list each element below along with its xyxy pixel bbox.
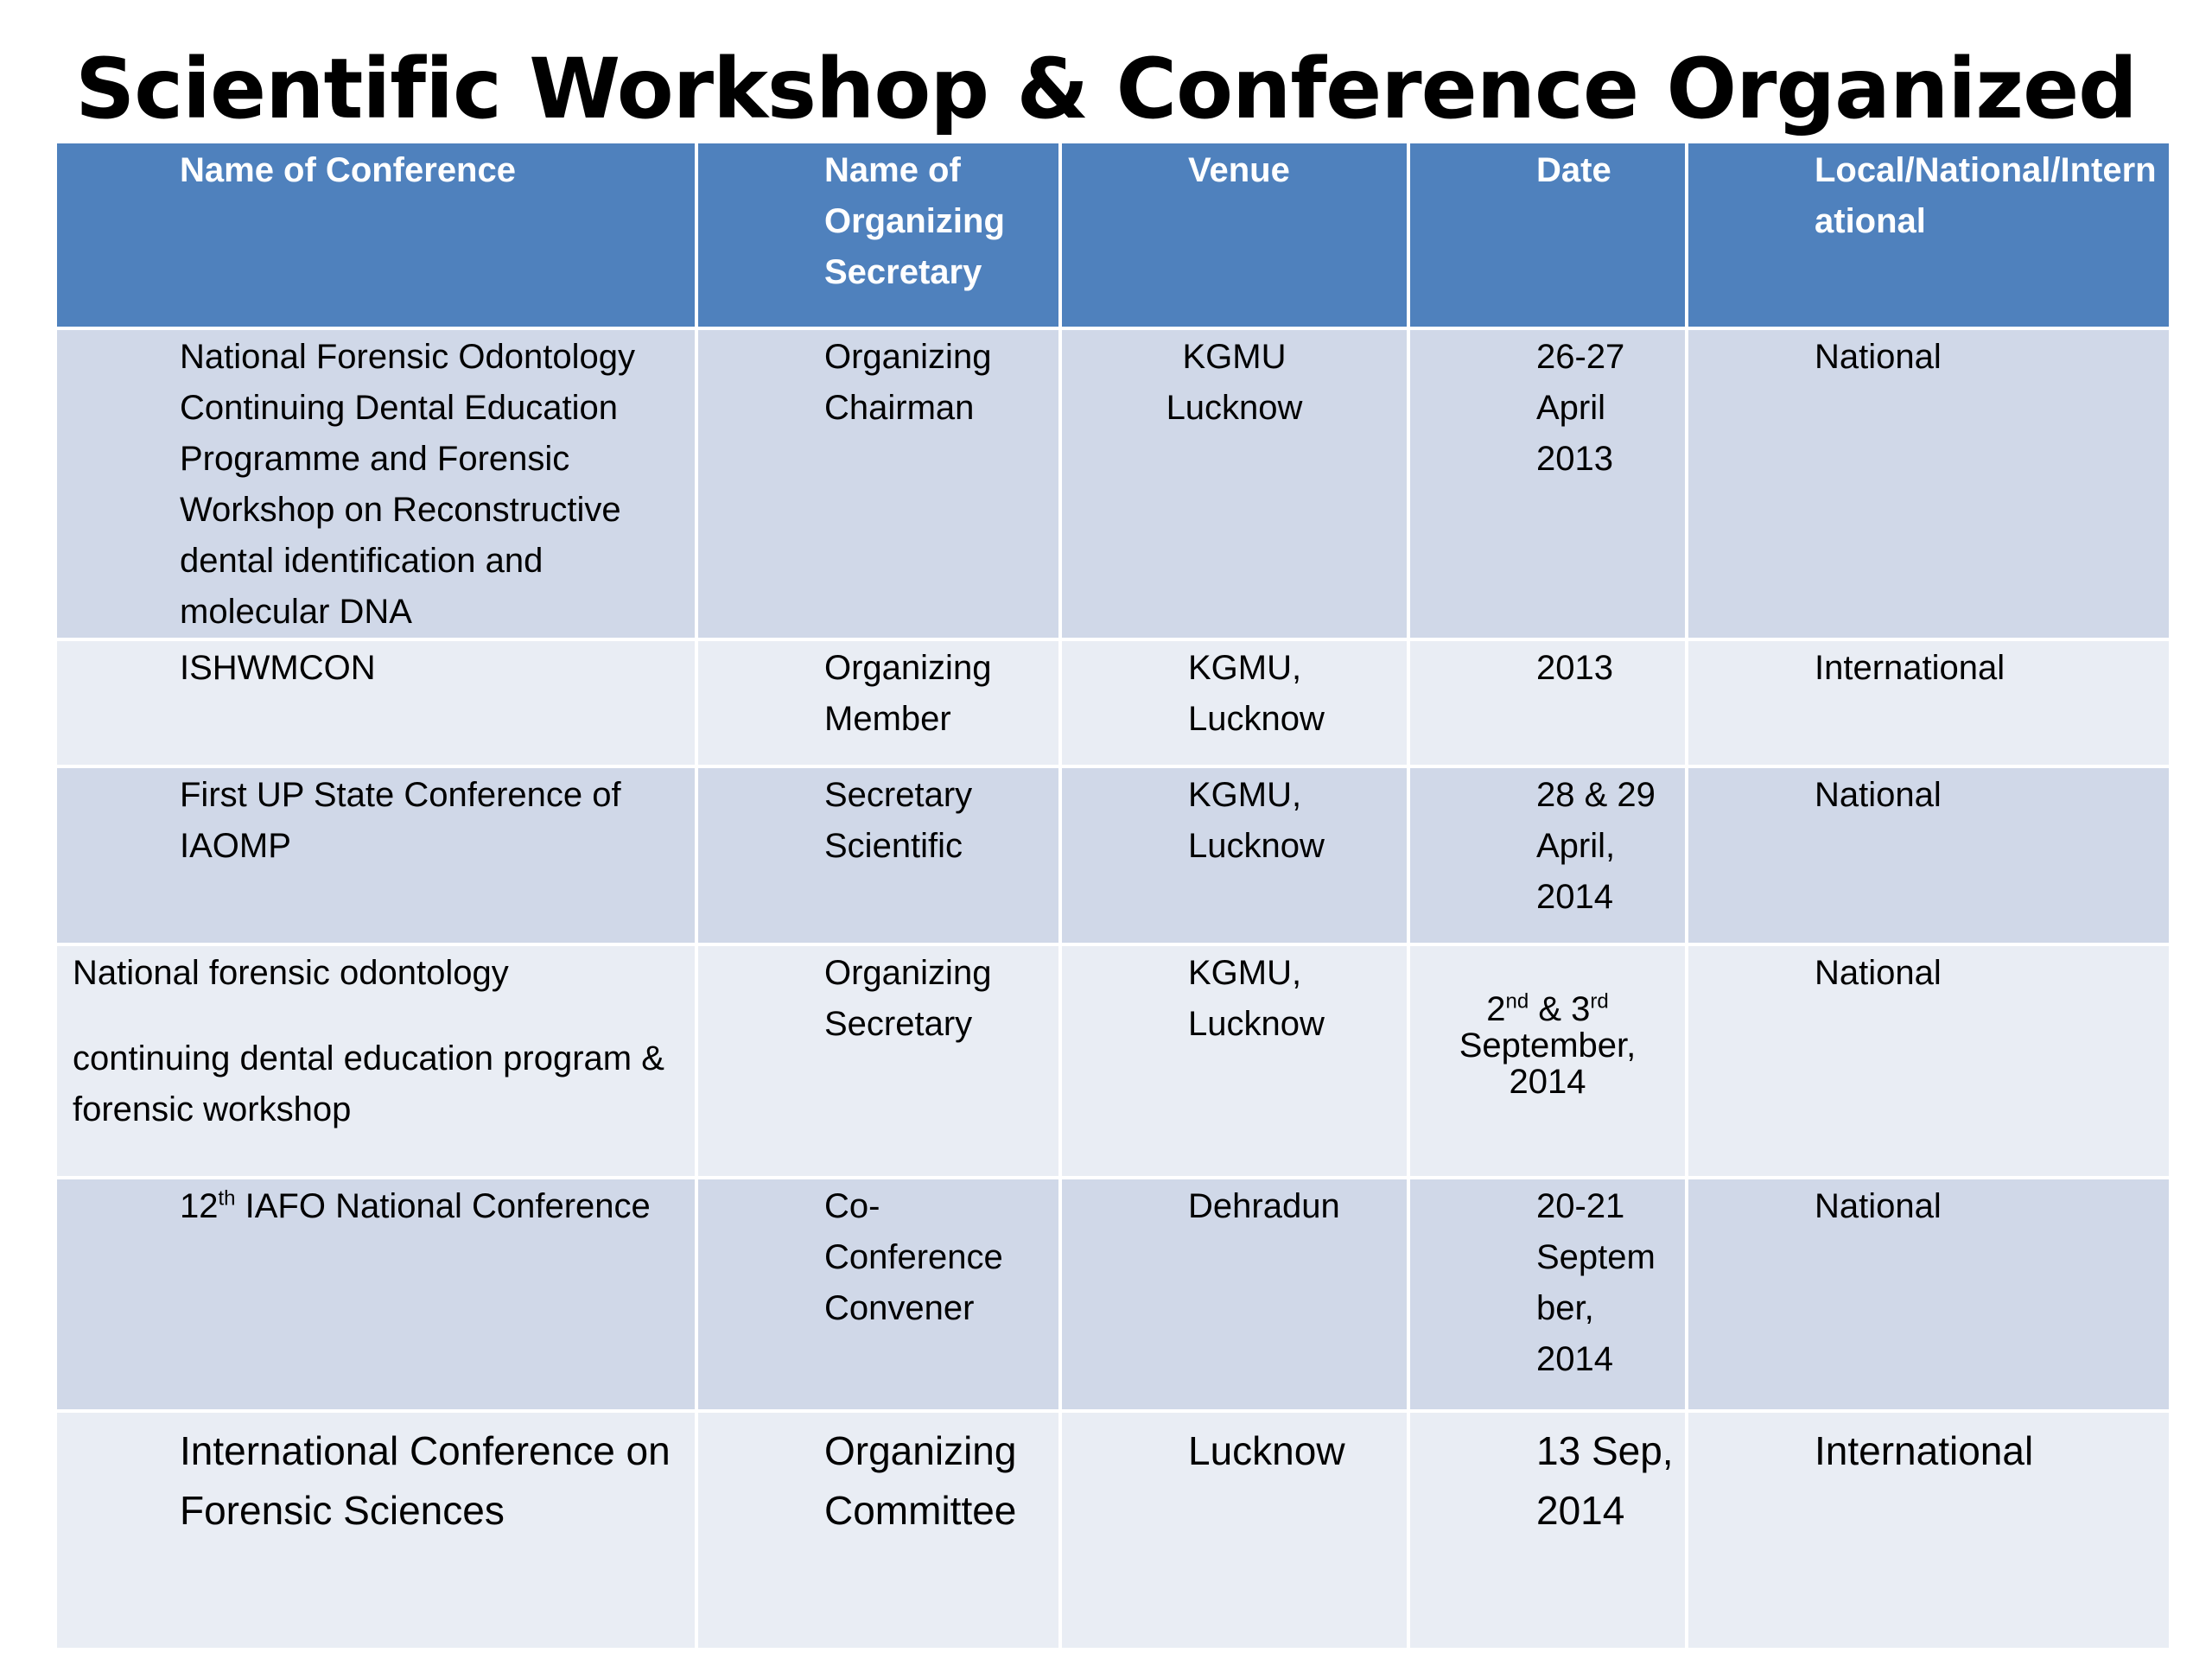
cell-venue: KGMU, Lucknow (1060, 639, 1408, 766)
date-ordinal-suffix: rd (1590, 989, 1609, 1014)
header-secretary-line: Organizing (824, 202, 1005, 240)
date-line: April, (1536, 827, 1616, 865)
date-line: 20-21 (1536, 1187, 1625, 1225)
cell-date (1408, 944, 1687, 1178)
cell-conference-name (55, 1178, 696, 1411)
secretary-line: Co- (824, 1187, 880, 1225)
cell-conference-name: National Forensic Odontology Continuing Dental Education Programme and Forensic Workshop on Reconstructive dental identification and molecular DNA (55, 328, 696, 639)
line-gap (73, 999, 677, 1033)
cell-level: International (1687, 1411, 2171, 1649)
table-row (55, 944, 2171, 1178)
date-line: September, (1459, 1027, 1637, 1065)
cell-organizing-secretary: Organizing Chairman (696, 328, 1060, 639)
table-row (55, 1411, 2171, 1649)
conference-table (54, 140, 2172, 1651)
venue-line: Lucknow (1166, 389, 1303, 427)
header-level-line: Local/National/Intern (1815, 151, 2157, 189)
table-header-row (55, 142, 2171, 328)
header-level-line: ational (1815, 202, 1926, 240)
date-line: 2014 (1536, 1340, 1613, 1378)
cell-date (1408, 1178, 1687, 1411)
cell-organizing-secretary: Organizing Committee (696, 1411, 1060, 1649)
date-day-end: & 3 (1529, 990, 1591, 1028)
date-line: 2014 (1509, 1063, 1586, 1101)
cell-venue: Dehradun (1060, 1178, 1408, 1411)
cell-venue: Lucknow (1060, 1411, 1408, 1649)
header-secretary-line: Secretary (824, 253, 982, 291)
page-title: Scientific Workshop & Conference Organized (75, 41, 2137, 137)
date-line: 26-27 (1536, 338, 1625, 376)
date-line: ber, (1536, 1289, 1594, 1327)
cell-organizing-secretary (696, 1178, 1060, 1411)
conference-name-text: IAFO National Conference (235, 1187, 651, 1225)
cell-venue (1060, 328, 1408, 639)
cell-level: National (1687, 944, 2171, 1178)
cell-conference-name: ISHWMCON (55, 639, 696, 766)
column-header-venue: Venue (1060, 142, 1408, 328)
cell-organizing-secretary: Organizing Secretary (696, 944, 1060, 1178)
date-line: 2013 (1536, 440, 1613, 478)
date-line: April (1536, 389, 1606, 427)
secretary-line: Conference (824, 1238, 1003, 1276)
column-header-date: Date (1408, 142, 1687, 328)
table-row (55, 766, 2171, 944)
conference-table-container (54, 140, 2169, 1633)
cell-conference-name (55, 944, 696, 1178)
column-header-level (1687, 142, 2171, 328)
cell-organizing-secretary: Organizing Member (696, 639, 1060, 766)
cell-venue: KGMU, Lucknow (1060, 944, 1408, 1178)
table-row (55, 1178, 2171, 1411)
header-secretary-line: Name of (824, 151, 961, 189)
cell-organizing-secretary: Secretary Scientific (696, 766, 1060, 944)
ordinal-suffix: th (218, 1186, 236, 1211)
date-line: 28 & 29 (1536, 776, 1656, 814)
cell-level: National (1687, 766, 2171, 944)
column-header-secretary (696, 142, 1060, 328)
table-row (55, 328, 2171, 639)
table-row (55, 639, 2171, 766)
date-line: 13 Sep, (1536, 1428, 1674, 1473)
date-ordinal-suffix: nd (1505, 989, 1529, 1014)
cell-conference-name: First UP State Conference of IAOMP (55, 766, 696, 944)
column-header-name: Name of Conference (55, 142, 696, 328)
cell-date (1408, 1411, 1687, 1649)
conference-name-line: continuing dental education program & forensic workshop (73, 1039, 664, 1128)
date-line (1410, 991, 1685, 1027)
cell-level: International (1687, 639, 2171, 766)
conference-name-line: National forensic odontology (73, 954, 509, 992)
cell-date: 2013 (1408, 639, 1687, 766)
date-line: Septem (1536, 1238, 1656, 1276)
date-day-start: 2 (1486, 990, 1506, 1028)
venue-line: KGMU (1182, 338, 1287, 376)
cell-date (1408, 328, 1687, 639)
cell-level: National (1687, 1178, 2171, 1411)
cell-venue: KGMU, Lucknow (1060, 766, 1408, 944)
cell-level: National (1687, 328, 2171, 639)
cell-conference-name: International Conference on Forensic Sciences (55, 1411, 696, 1649)
cell-date (1408, 766, 1687, 944)
date-line: 2014 (1536, 1488, 1625, 1533)
date-line: 2014 (1536, 878, 1613, 916)
conference-number: 12 (180, 1187, 219, 1225)
secretary-line: Convener (824, 1289, 975, 1327)
